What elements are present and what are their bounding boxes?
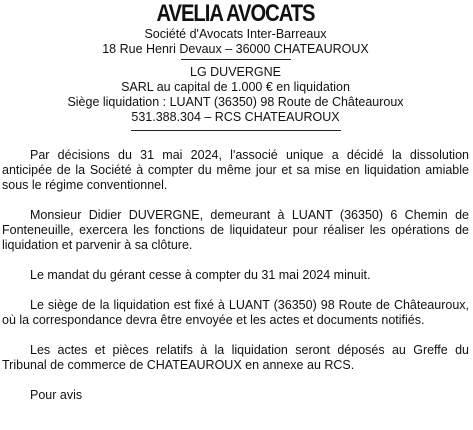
paragraph-filing: Les actes et pièces relatifs à la liquidation seront déposés au Greffe du Tribunal de commerce de CHATEAUROUX en annexe au RCS. [2, 343, 469, 372]
company-name: LG DUVERGNE [190, 65, 281, 79]
company-rcs: 531.388.304 – RCS CHATEAUROUX [131, 110, 340, 124]
firm-address: 18 Rue Henri Devaux – 36000 CHATEAUROUX [102, 42, 369, 56]
firm-subtitle: Société d'Avocats Inter-Barreaux [144, 27, 327, 41]
paragraph-closing: Pour avis [30, 388, 83, 402]
paragraph-mandate-end: Le mandat du gérant cesse à compter du 31 mai 2024 minuit. [30, 268, 371, 282]
paragraph-liquidator: Monsieur Didier DUVERGNE, demeurant à LUANT (36350) 6 Chemin de Fonteneuille, exercera les fonctions de liquidateur pour réaliser les opérations de liquidation et parvenir à sa clôture. [2, 208, 469, 252]
firm-name: AVELIA AVOCATS [156, 0, 315, 27]
notice-body [2, 148, 469, 403]
header-bottom-divider [131, 130, 341, 131]
company-liquidation-seat: Siège liquidation : LUANT (36350) 98 Route de Châteauroux [67, 95, 404, 109]
paragraph-liquidation-seat: Le siège de la liquidation est fixé à LUANT (36350) 98 Route de Châteauroux, où la correspondance devra être envoyée et les actes et documents notifiés. [2, 298, 469, 327]
company-legal-form: SARL au capital de 1.000 € en liquidation [121, 80, 350, 94]
paragraph-dissolution: Par décisions du 31 mai 2024, l'associé unique a décidé la dissolution anticipée de la Société à compter du même jour et sa mise en liquidation amiable sous le régime conventionnel. [2, 148, 469, 192]
header-divider [181, 59, 291, 60]
notice-header [2, 0, 469, 131]
